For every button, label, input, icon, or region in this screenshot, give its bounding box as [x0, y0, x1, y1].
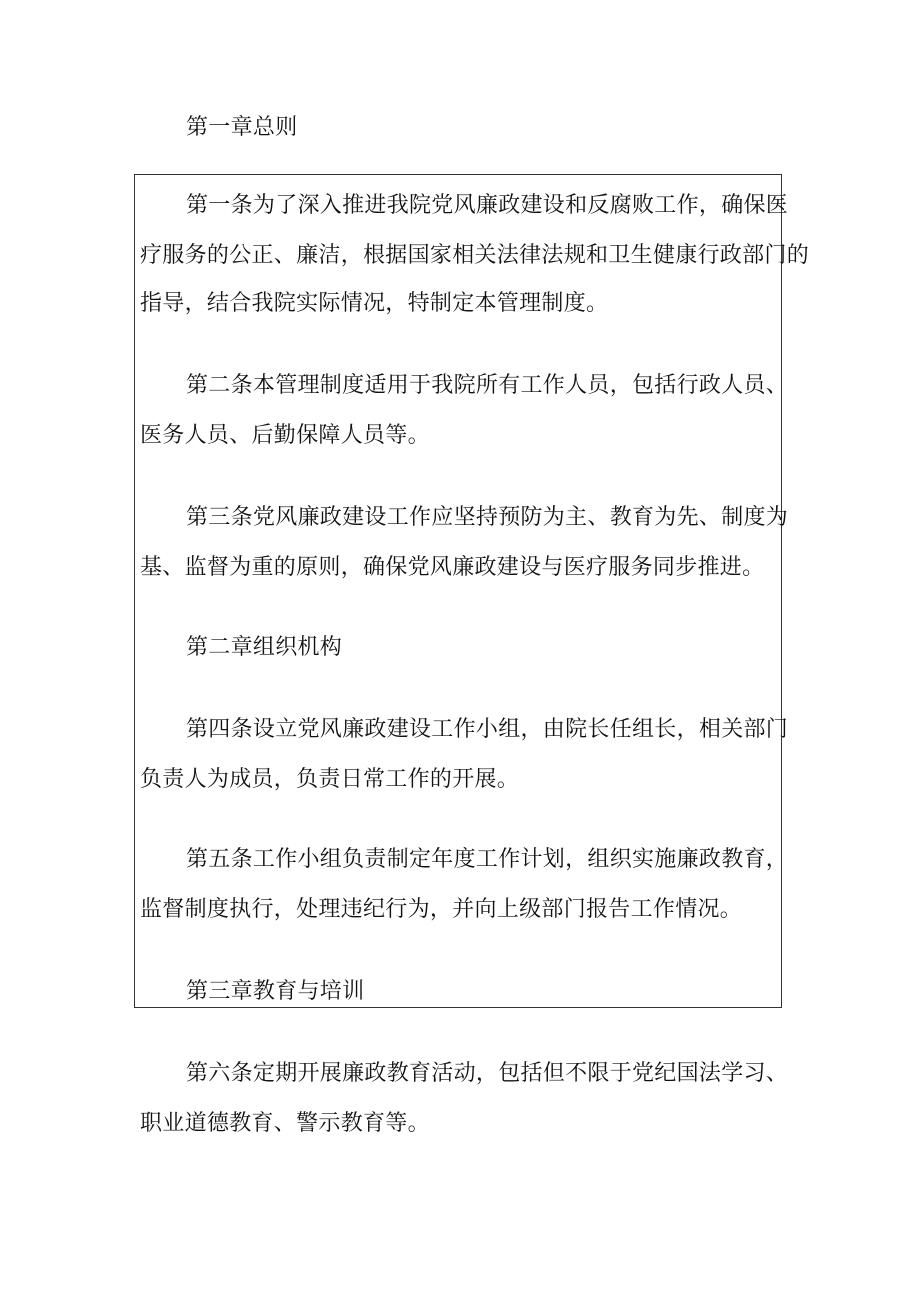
- article-4-line-1: 第四条设立党风廉政建设工作小组，由院长任组长，相关部门: [186, 717, 789, 742]
- article-6-line-2: 职业道德教育、警示教育等。: [140, 1111, 430, 1136]
- chapter-2-title: 第二章组织机构: [186, 635, 343, 660]
- article-1-line-3: 指导，结合我院实际情况，特制定本管理制度。: [140, 291, 609, 316]
- article-3-line-1: 第三条党风廉政建设工作应坚持预防为主、教育为先、制度为: [186, 505, 789, 530]
- article-6-line-1: 第六条定期开展廉政教育活动，包括但不限于党纪国法学习、: [186, 1061, 789, 1086]
- article-4-line-2: 负责人为成员，负责日常工作的开展。: [140, 767, 520, 792]
- article-5-line-1: 第五条工作小组负责制定年度工作计划，组织实施廉政教育，: [186, 847, 789, 872]
- article-1-line-1: 第一条为了深入推进我院党风廉政建设和反腐败工作，确保医: [186, 193, 789, 218]
- chapter-3-title: 第三章教育与培训: [186, 979, 365, 1004]
- article-2-line-1: 第二条本管理制度适用于我院所有工作人员，包括行政人员、: [186, 373, 789, 398]
- article-1-line-2: 疗服务的公正、廉洁，根据国家相关法律法规和卫生健康行政部门的: [140, 243, 810, 268]
- article-3-line-2: 基、监督为重的原则，确保党风廉政建设与医疗服务同步推进。: [140, 555, 765, 580]
- article-2-line-2: 医务人员、后勤保障人员等。: [140, 423, 430, 448]
- article-5-line-2: 监督制度执行，处理违纪行为，并向上级部门报告工作情况。: [140, 897, 743, 922]
- chapter-1-title: 第一章总则: [186, 115, 298, 140]
